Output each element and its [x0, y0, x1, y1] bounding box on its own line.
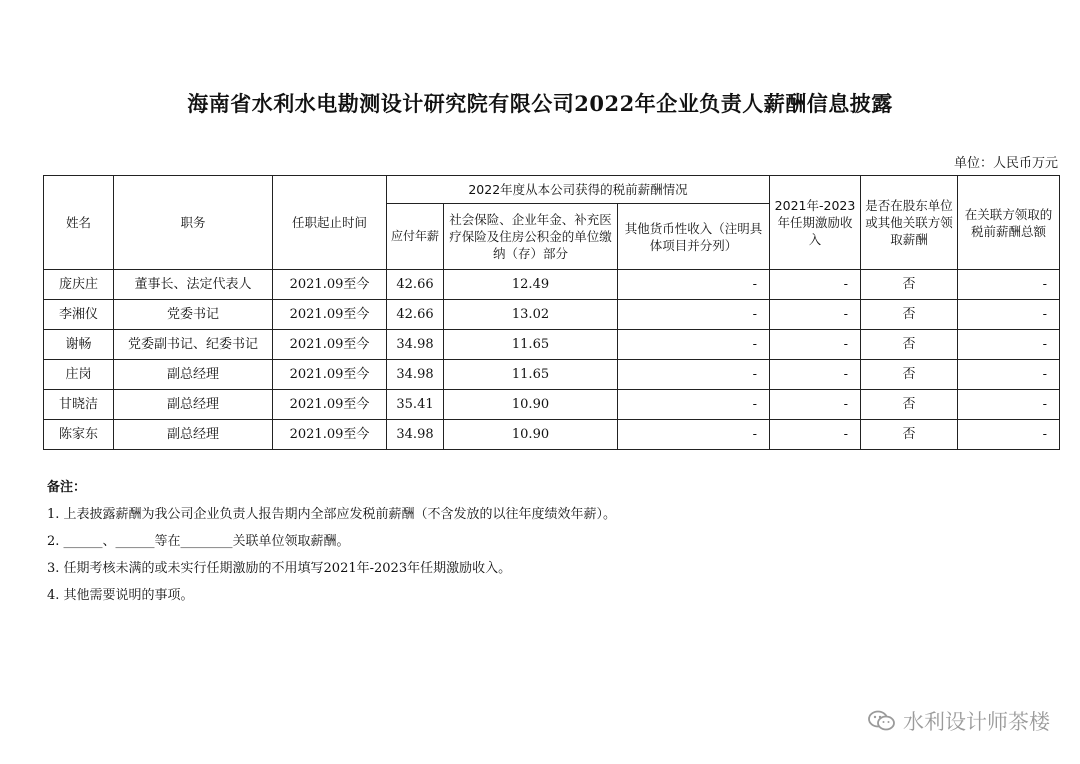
currency-unit: 单位：人民币万元 — [953, 156, 1058, 171]
note-item-1: 1. 上表披露薪酬为我公司企业负责人报告期内全部应发税前薪酬（不含发放的以往年度绩效年薪）。 — [47, 507, 617, 522]
cell-related: - — [958, 270, 1060, 300]
note-item-2: 2. ______、______等在________关联单位领取薪酬。 — [47, 534, 350, 549]
note-item-4: 4. 其他需要说明的事项。 — [47, 588, 194, 603]
cell-other: - — [618, 360, 770, 390]
header-shareholder: 是否在股东单位或其他关联方领取薪酬 — [861, 176, 958, 270]
table-row — [44, 270, 1060, 300]
cell-shareholder: 否 — [861, 420, 958, 450]
cell-other: - — [618, 390, 770, 420]
cell-shareholder: 否 — [861, 270, 958, 300]
header-position: 职务 — [114, 176, 273, 270]
cell-position: 副总经理 — [114, 420, 273, 450]
cell-incentive: - — [770, 270, 861, 300]
wechat-icon — [867, 709, 897, 733]
cell-other: - — [618, 300, 770, 330]
table-row — [44, 360, 1060, 390]
cell-salary: 34.98 — [387, 330, 444, 360]
cell-term: 2021.09至今 — [273, 270, 387, 300]
cell-shareholder: 否 — [861, 300, 958, 330]
cell-related: - — [958, 390, 1060, 420]
watermark — [867, 706, 1050, 736]
cell-name: 谢畅 — [44, 330, 114, 360]
header-incentive: 2021年-2023年任期激励收入 — [770, 176, 861, 270]
note-item-3: 3. 任期考核未满的或未实行任期激励的不用填写2021年-2023年任期激励收入。 — [47, 561, 512, 576]
cell-salary: 34.98 — [387, 420, 444, 450]
cell-name: 陈家东 — [44, 420, 114, 450]
cell-salary: 42.66 — [387, 300, 444, 330]
cell-position: 副总经理 — [114, 390, 273, 420]
header-salary: 应付年薪 — [387, 204, 444, 270]
cell-insurance: 11.65 — [444, 360, 618, 390]
cell-name: 庄岗 — [44, 360, 114, 390]
cell-shareholder: 否 — [861, 390, 958, 420]
cell-position: 副总经理 — [114, 360, 273, 390]
cell-term: 2021.09至今 — [273, 420, 387, 450]
cell-name: 李湘仪 — [44, 300, 114, 330]
cell-term: 2021.09至今 — [273, 300, 387, 330]
header-insurance: 社会保险、企业年金、补充医疗保险及住房公积金的单位缴纳（存）部分 — [444, 204, 618, 270]
cell-incentive: - — [770, 300, 861, 330]
cell-related: - — [958, 300, 1060, 330]
cell-insurance: 11.65 — [444, 330, 618, 360]
table-row — [44, 330, 1060, 360]
cell-insurance: 13.02 — [444, 300, 618, 330]
cell-term: 2021.09至今 — [273, 390, 387, 420]
cell-other: - — [618, 270, 770, 300]
salary-table — [43, 175, 1060, 450]
cell-name: 甘晓洁 — [44, 390, 114, 420]
cell-insurance: 10.90 — [444, 420, 618, 450]
cell-related: - — [958, 360, 1060, 390]
cell-term: 2021.09至今 — [273, 330, 387, 360]
cell-shareholder: 否 — [861, 360, 958, 390]
cell-term: 2021.09至今 — [273, 360, 387, 390]
cell-position: 党委副书记、纪委书记 — [114, 330, 273, 360]
cell-other: - — [618, 420, 770, 450]
cell-related: - — [958, 420, 1060, 450]
cell-related: - — [958, 330, 1060, 360]
watermark-text: 水利设计师茶楼 — [903, 710, 1050, 734]
cell-salary: 42.66 — [387, 270, 444, 300]
cell-incentive: - — [770, 420, 861, 450]
header-related: 在关联方领取的税前薪酬总额 — [958, 176, 1060, 270]
cell-salary: 35.41 — [387, 390, 444, 420]
header-other: 其他货币性收入（注明具体项目并分列） — [618, 204, 770, 270]
cell-position: 董事长、法定代表人 — [114, 270, 273, 300]
notes-heading: 备注： — [47, 480, 87, 495]
cell-insurance: 10.90 — [444, 390, 618, 420]
table-row — [44, 300, 1060, 330]
table-row — [44, 420, 1060, 450]
cell-name: 庞庆庄 — [44, 270, 114, 300]
notes-section — [47, 474, 616, 609]
cell-incentive: - — [770, 330, 861, 360]
table-row — [44, 390, 1060, 420]
cell-incentive: - — [770, 390, 861, 420]
header-pay-group: 2022年度从本公司获得的税前薪酬情况 — [387, 176, 770, 204]
header-term: 任职起止时间 — [273, 176, 387, 270]
cell-other: - — [618, 330, 770, 360]
cell-shareholder: 否 — [861, 330, 958, 360]
cell-insurance: 12.49 — [444, 270, 618, 300]
page-title: 海南省水利水电勘测设计研究院有限公司2022年企业负责人薪酬信息披露 — [187, 91, 893, 116]
header-name: 姓名 — [44, 176, 114, 270]
cell-salary: 34.98 — [387, 360, 444, 390]
cell-position: 党委书记 — [114, 300, 273, 330]
cell-incentive: - — [770, 360, 861, 390]
